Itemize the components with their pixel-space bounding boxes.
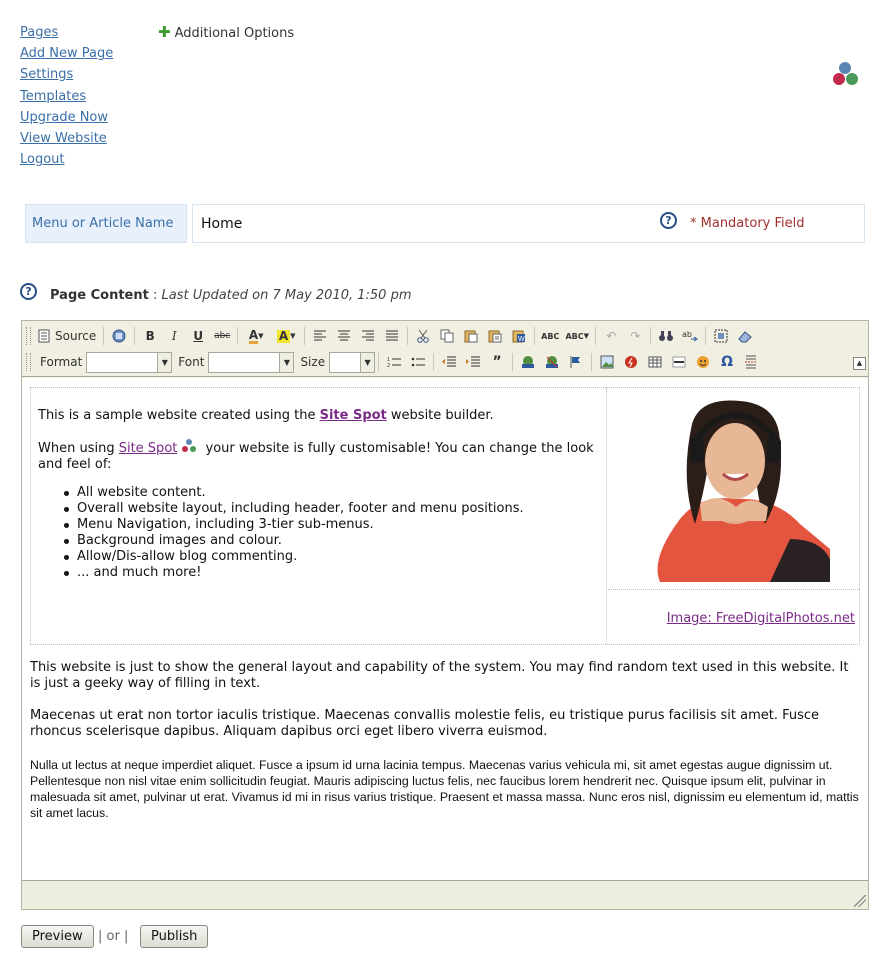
body-paragraph-2: Maecenas ut erat non tortor iaculis tristique. Maecenas convallis molestie felis, eu tristique purus facilisis sit amet. Fusce rhoncus scelerisque dapibus. Aliquam dapibus orci eget libero viverra euismod.: [30, 708, 820, 739]
logo-dot-green: [190, 446, 196, 452]
cut-button[interactable]: [411, 325, 435, 347]
binoculars-icon: [658, 329, 674, 343]
paste-icon: [464, 329, 478, 343]
bulleted-list-button[interactable]: [406, 351, 430, 373]
page-break-icon: [744, 355, 758, 369]
or-separator: | or |: [98, 929, 129, 944]
intro-text-after: website builder.: [386, 408, 494, 423]
replace-icon: [682, 329, 698, 343]
paste-word-icon: [512, 329, 526, 343]
preview-button[interactable]: Preview: [21, 925, 94, 948]
find-button[interactable]: [654, 325, 678, 347]
format-label: Format: [40, 355, 83, 369]
page-break-button[interactable]: [739, 351, 763, 373]
align-left-icon: [313, 330, 327, 342]
plus-icon: ✚: [158, 23, 171, 41]
site-spot-link-2[interactable]: Site Spot: [118, 441, 178, 456]
toolbar-row-2: [22, 349, 763, 375]
logo-dot-blue: [839, 62, 851, 74]
blocks-icon: [111, 328, 127, 344]
page-content-separator: :: [148, 288, 162, 303]
toolbar-separator: [705, 327, 706, 345]
nav-link-pages[interactable]: Pages: [20, 25, 59, 40]
indent-icon: [466, 356, 480, 368]
last-updated-text: Last Updated on 7 May 2010, 1:50 pm: [161, 288, 412, 303]
font-select-field: [209, 353, 279, 372]
custom-text-before: When using: [38, 441, 119, 456]
align-right-button[interactable]: [356, 325, 380, 347]
body-paragraph-3: Nulla ut lectus at neque imperdiet aliquet. Fusce a ipsum id urna lacinia tempus. Maecenas varius vehicula mi, sit amet egestas augue dignissim ut. Pellentesque non nisl vitae enim sollicitudin feugiat. Mauris adipiscing luctus felis, nec faucibus lorem hendrerit nec. Quisque ipsum elit, pulvinar in malesuada sit amet, pulvinar ut erat. Vivamus id mi in risus varius tristique. Praesent et massa massa. Nunc eros nisl, dignissim eu elementum id, mattis sit amet lacus.: [30, 758, 859, 820]
list-item: Overall website layout, including header, footer and menu positions.: [77, 501, 524, 516]
nav-link-add-new-page[interactable]: Add New Page: [20, 46, 114, 62]
smiley-button[interactable]: [691, 351, 715, 373]
list-item: Menu Navigation, including 3-tier sub-menus.: [77, 517, 524, 533]
chevron-down-icon: ▼: [360, 353, 374, 372]
table-button[interactable]: [643, 351, 667, 373]
source-button-label: Source: [55, 329, 97, 343]
toolbar-grip: [26, 353, 31, 371]
smiley-icon: [696, 355, 710, 369]
toolbar-collapse-button[interactable]: ▲: [853, 357, 866, 370]
help-icon[interactable]: ?: [660, 212, 677, 229]
undo-button[interactable]: ↶: [606, 329, 617, 343]
woman-with-headphones-photo: [640, 399, 830, 582]
toolbar-separator: [304, 327, 305, 345]
special-char-button[interactable]: Ω: [721, 354, 734, 370]
toolbar-separator: [512, 353, 513, 371]
outdent-icon: [442, 356, 456, 368]
text-color-icon: A: [248, 327, 259, 342]
svg-text:2: 2: [387, 363, 391, 368]
outdent-button[interactable]: [437, 351, 461, 373]
chevron-down-icon: ▼: [583, 332, 589, 340]
link-button[interactable]: [516, 351, 540, 373]
list-item: ... and much more!: [77, 565, 524, 581]
mandatory-field-note: * Mandatory Field: [690, 216, 805, 231]
editor-document[interactable]: [22, 378, 868, 880]
nav-link-templates[interactable]: Templates: [20, 88, 87, 104]
bold-button[interactable]: B: [145, 329, 155, 343]
anchor-button[interactable]: [564, 351, 588, 373]
list-item: Allow/Dis-allow blog commenting.: [77, 549, 524, 565]
copy-icon: [440, 329, 454, 343]
image-credit: [667, 611, 855, 626]
format-select[interactable]: [86, 352, 172, 373]
chevron-down-icon: ▼: [157, 353, 171, 372]
image-button[interactable]: [595, 351, 619, 373]
font-select[interactable]: [208, 352, 294, 373]
select-all-icon: [714, 329, 728, 343]
page-content-heading: [50, 288, 412, 303]
page-name-field-wrapper: [192, 204, 865, 243]
toolbar-separator: [591, 353, 592, 371]
logo-dot-red: [182, 446, 188, 452]
image-icon: [600, 355, 614, 369]
spellcheck-button[interactable]: [538, 325, 562, 347]
toolbar-separator: [534, 327, 535, 345]
svg-text:1: 1: [387, 357, 391, 363]
blockquote-button[interactable]: ”: [492, 354, 502, 370]
align-center-button[interactable]: [332, 325, 356, 347]
unlink-button[interactable]: [540, 351, 564, 373]
strike-button[interactable]: abc: [214, 331, 231, 341]
toolbar-separator: [650, 327, 651, 345]
flash-icon: [624, 355, 638, 369]
editor-statusbar: [22, 880, 868, 909]
table-icon: [648, 356, 662, 368]
paste-button[interactable]: [459, 325, 483, 347]
size-select-field: [330, 353, 360, 372]
size-select[interactable]: [329, 352, 375, 373]
size-label: Size: [300, 355, 326, 369]
scayt-icon: ABC: [565, 331, 584, 341]
page-content-label: Page Content: [50, 288, 149, 303]
align-center-icon: [337, 330, 351, 342]
source-button[interactable]: [34, 325, 100, 347]
horizontal-rule-button[interactable]: [667, 351, 691, 373]
bulleted-list-icon: [411, 356, 425, 368]
scayt-button[interactable]: [562, 325, 592, 347]
toolbar-row-1: [22, 323, 757, 349]
body-paragraph-1: This website is just to show the general layout and capability of the system. You may find random text used in this website. It is just a geeky way of filling in text.: [30, 660, 849, 691]
additional-options-label: Additional Options: [174, 26, 295, 41]
toolbar-separator: [407, 327, 408, 345]
paste-word-button[interactable]: [507, 325, 531, 347]
logo-dot-green: [846, 73, 858, 85]
chevron-down-icon: ▼: [290, 332, 296, 340]
chevron-down-icon: ▼: [258, 332, 264, 340]
additional-options-toggle[interactable]: [158, 23, 294, 41]
numbered-list-icon: [387, 356, 401, 368]
nav-link-settings[interactable]: Settings: [20, 67, 74, 83]
customisable-paragraph: [38, 439, 598, 473]
image-credit-link[interactable]: Image: FreeDigitalPhotos.net: [666, 611, 855, 626]
redo-button[interactable]: ↷: [630, 329, 641, 343]
unlink-icon: [544, 355, 560, 369]
svg-text:W: W: [518, 336, 525, 343]
logo-dot-blue: [186, 439, 192, 445]
align-right-icon: [361, 330, 375, 342]
feature-list: [77, 485, 524, 581]
toolbar-grip: [26, 327, 31, 345]
nav-link-logout[interactable]: Logout: [20, 152, 65, 168]
toolbar-separator: [134, 327, 135, 345]
format-select-field: [87, 353, 157, 372]
font-label: Font: [178, 355, 205, 369]
page-name-input[interactable]: [199, 213, 639, 235]
flash-button[interactable]: [619, 351, 643, 373]
justify-icon: [385, 330, 399, 342]
source-doc-icon: [38, 329, 50, 343]
background-color-button[interactable]: [271, 325, 301, 347]
image-credit-cell: [608, 591, 860, 644]
copy-button[interactable]: [435, 325, 459, 347]
chevron-down-icon: ▼: [279, 353, 293, 372]
toolbar-separator: [103, 327, 104, 345]
intro-cell: [31, 388, 607, 644]
remove-format-button[interactable]: [733, 325, 757, 347]
site-spot-logo: [831, 60, 861, 90]
numbered-list-button[interactable]: [382, 351, 406, 373]
page-content-help-icon[interactable]: ?: [20, 283, 37, 300]
list-item: All website content.: [77, 485, 524, 501]
select-all-button[interactable]: [709, 325, 733, 347]
toolbar-separator: [237, 327, 238, 345]
resize-handle-icon[interactable]: [854, 895, 866, 907]
paste-text-icon: [488, 329, 502, 343]
replace-button[interactable]: [678, 325, 702, 347]
spellcheck-icon: ABC: [541, 331, 560, 341]
page-name-label: Menu or Article Name: [25, 204, 187, 243]
paste-text-button[interactable]: [483, 325, 507, 347]
intro-paragraph: [38, 408, 494, 424]
link-icon: [520, 355, 536, 369]
flag-icon: [569, 355, 583, 369]
scissors-icon: [416, 329, 430, 343]
rich-text-editor: [21, 320, 869, 910]
nav-link-view-website[interactable]: View Website: [20, 131, 107, 147]
nav-link-upgrade-now[interactable]: Upgrade Now: [20, 109, 109, 125]
toolbar-separator: [433, 353, 434, 371]
justify-button[interactable]: [380, 325, 404, 347]
toolbar-separator: [595, 327, 596, 345]
eraser-icon: [737, 329, 753, 343]
photo-cell: [608, 388, 860, 590]
main-nav: [20, 22, 113, 170]
editor-toolbar: [22, 321, 868, 377]
svg-text:ab: ab: [682, 330, 693, 339]
content-layout-table: [30, 387, 860, 645]
horizontal-rule-icon: [672, 356, 686, 368]
text-color-button[interactable]: [241, 325, 271, 347]
show-blocks-button[interactable]: [107, 325, 131, 347]
intro-text-before: This is a sample website created using the: [38, 408, 320, 423]
logo-dot-red: [833, 73, 845, 85]
italic-button[interactable]: I: [171, 329, 177, 343]
publish-button[interactable]: Publish: [140, 925, 208, 948]
list-item: Background images and colour.: [77, 533, 524, 549]
highlight-icon: A: [278, 328, 289, 343]
underline-button[interactable]: U: [193, 329, 204, 343]
custom-text-after: your website is fully customisable! You can change the look and feel of:: [38, 441, 594, 472]
site-spot-link[interactable]: Site Spot: [319, 408, 387, 423]
align-left-button[interactable]: [308, 325, 332, 347]
site-spot-mini-logo: [181, 439, 197, 453]
indent-button[interactable]: [461, 351, 485, 373]
toolbar-separator: [378, 353, 379, 371]
